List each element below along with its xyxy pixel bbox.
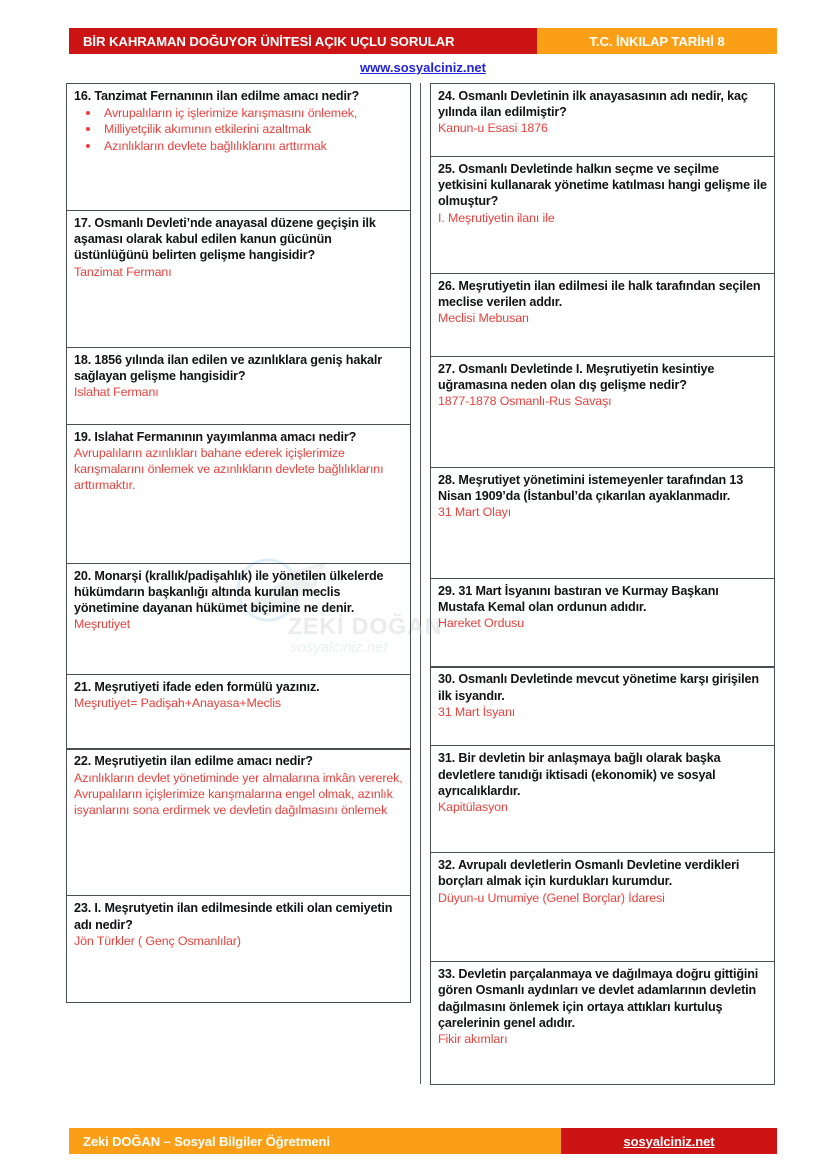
question-text: 27. Osmanlı Devletinde I. Meşrutiyetin kesintiye uğramasına neden olan dış gelişme nedir? — [438, 361, 715, 392]
answer-text: Azınlıkların devlet yönetiminde yer almalarına imkân vererek, Avrupalıların içişlerimize karışmalarına engel olmak, azınlık isyanlarını sona erdirmek ve devletin dağılmasını önlemek — [74, 770, 403, 817]
site-url-link[interactable]: www.sosyalciniz.net — [360, 60, 486, 75]
footer-site-link[interactable]: sosyalciniz.net — [623, 1133, 715, 1149]
question-box — [430, 467, 775, 579]
answer-text: Meşrutiyet= Padişah+Anayasa+Meclis — [74, 695, 282, 710]
question-text: 24. Osmanlı Devletinin ilk anayasasının adı nedir, kaç yılında ilan edilmiştir? — [438, 89, 748, 120]
question-box — [66, 210, 411, 348]
svg-text:ZEKİ DOĞAN: ZEKİ DOĞAN — [288, 613, 443, 639]
question-box — [430, 83, 775, 157]
svg-text:sosyalciniz.net: sosyalciniz.net — [290, 639, 388, 656]
footer-site-cell — [561, 1128, 777, 1154]
question-text: 16. Tanzimat Fernanının ilan edilme amacı nedir? — [74, 89, 360, 103]
question-text: 30. Osmanlı Devletinde mevcut yönetime karşı girişilen ilk isyandır. — [438, 672, 759, 703]
question-box — [66, 563, 411, 675]
answer-text: Hareket Ordusu — [438, 616, 525, 630]
right-question-column — [430, 83, 775, 1084]
question-box — [66, 83, 411, 211]
question-text: 18. 1856 yılında ilan edilen ve azınlıklara geniş hakalr sağlayan gelişme hangisidir? — [74, 352, 382, 384]
question-box — [66, 424, 411, 564]
answer-bullet-item: Milliyetçilik akımının etkilerini azaltmak — [74, 121, 404, 137]
answer-text: 1877-1878 Osmanlı-Rus Savaşı — [438, 394, 612, 409]
footer-author: Zeki DOĞAN – Sosyal Bilgiler Öğretmeni — [69, 1128, 561, 1154]
question-text: 28. Meşrutiyet yönetimini istemeyenler tarafından 13 Nisan 1909’da (İstanbul’da çıkarılan ayaklanmadır. — [438, 472, 744, 503]
question-text: 22. Meşrutiyetin ilan edilme amacı nedir? — [74, 754, 313, 769]
question-box — [430, 578, 775, 668]
answer-bullet-item: Avrupalıların iç işlerimize karışmasını önlemek, — [74, 105, 404, 121]
page-footer — [69, 1128, 777, 1154]
question-text: 26. Meşrutiyetin ilan edilmesi ile halk tarafından seçilen meclise verilen addır. — [438, 278, 761, 310]
question-text: 32. Avrupalı devletlerin Osmanlı Devletine verdikleri borçları almak için kurdukları kurumdur. — [438, 858, 740, 889]
question-box — [66, 895, 411, 1003]
answer-text: 31 Mart Olayı — [438, 505, 512, 520]
answer-text: I. Meşrutiyetin ilanı ile — [438, 210, 555, 225]
question-box — [66, 674, 411, 750]
answer-text: Kapitülasyon — [438, 800, 508, 815]
answer-text: Islahat Fermanı — [74, 385, 159, 400]
question-box — [430, 273, 775, 357]
question-box — [66, 748, 411, 896]
answer-text: Düyun-u Umumiye (Genel Borçlar) İdaresi — [438, 890, 665, 905]
site-link-row — [69, 54, 777, 83]
answer-text: 31 Mart İsyanı — [438, 704, 516, 719]
question-text: 20. Monarşi (krallık/padişahlık) ile yönetilen ülkelerde hükümdarın başkanlığı altında kurulan meclis yönetimine dayanan hükümet biçimine ne denir. — [74, 568, 384, 616]
question-text: 33. Devletin parçalanmaya ve dağılmaya doğru gittiğini gören Osmanlı aydınları ve devlet adamlarının devletin dağılmasını önlemek için ortaya attıkları kurtuluş çarelerinin genel adıdır. — [438, 967, 759, 1030]
question-text: 31. Bir devletin bir anlaşmaya bağlı olarak başka devletlere tanıdığı iktisadi (ekonomik) ve sosyal ayrıcalıklardır. — [438, 751, 721, 798]
question-box — [430, 745, 775, 853]
question-text: 23. I. Meşrutyetin ilan edilmesinde etkili olan cemiyetin adı nedir? — [74, 901, 393, 932]
questions-columns — [66, 83, 776, 1084]
answer-text: Meclisi Mebusan — [438, 311, 529, 326]
question-text: 21. Meşrutiyeti ifade eden formülü yazınız. — [74, 679, 320, 694]
question-text: 29. 31 Mart İsyanını bastıran ve Kurmay Başkanı Mustafa Kemal olan ordunun adıdır. — [438, 583, 719, 614]
answer-text: Tanzimat Fermanı — [74, 264, 172, 279]
answer-text: Avrupalıların azınlıkları bahane ederek içişlerimize karışmalarını önlemek ve azınlıkların devlete bağlılıklarını arttırmaktır. — [74, 445, 384, 493]
question-box — [430, 666, 775, 746]
page-header — [69, 28, 777, 54]
question-box — [430, 852, 775, 962]
answer-bullet-item: Azınlıkların devlete bağlılıklarını arttırmak — [74, 138, 404, 154]
answer-text: Kanun-u Esasi 1876 — [438, 121, 548, 136]
question-box — [66, 347, 411, 425]
question-box — [430, 356, 775, 468]
answer-text: Meşrutiyet — [74, 617, 131, 632]
answer-text: Jön Türkler ( Genç Osmanlılar) — [74, 933, 241, 948]
answer-bullet-list — [74, 105, 404, 154]
question-box — [430, 156, 775, 274]
column-divider — [420, 83, 421, 1084]
question-text: 25. Osmanlı Devletinde halkın seçme ve seçilme yetkisini kullanarak yönetime katılması hangi gelişme ile olmuştur? — [438, 161, 767, 209]
header-unit-title: BİR KAHRAMAN DOĞUYOR ÜNİTESİ AÇIK UÇLU SORULAR — [69, 28, 537, 54]
answer-text: Fikir akımları — [438, 1032, 508, 1047]
left-question-column — [66, 83, 411, 1002]
question-text: 17. Osmanlı Devleti’nde anayasal düzene geçişin ilk aşaması olarak kabul edilen kanun gücünün üstünlüğünü belirten gelişme hangisidir? — [74, 215, 376, 263]
header-subject-title: T.C. İNKILAP TARİHİ 8 — [537, 28, 777, 54]
question-text: 19. Islahat Fermanının yayımlanma amacı nedir? — [74, 429, 357, 444]
question-box — [430, 961, 775, 1085]
